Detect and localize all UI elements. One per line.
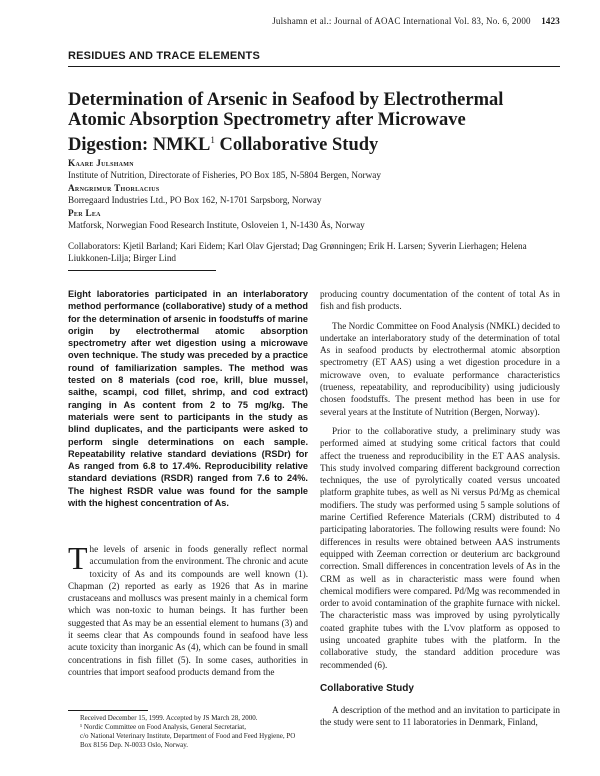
- page-number: 1423: [541, 16, 560, 26]
- paragraph: A description of the method and an invitation to participate in the study were sent to 11 laboratories in Denmark, Finland,: [320, 704, 560, 728]
- running-head: [272, 16, 560, 26]
- section-rule: [68, 66, 560, 67]
- introduction: [68, 540, 308, 678]
- author-name: Arngrimur Thorlacius: [68, 182, 160, 193]
- dropcap: T: [68, 540, 88, 576]
- paragraph: The Nordic Committee on Food Analysis (NMKL) decided to undertake an interlaboratory study of the determination of total As in seafood products by electrothermal atomic absorption spectrometry (ET AAS) using a wet digestion procedure in a microwave oven, to evaluate performance characteristics (trueness, repeatability, and reproducibility) using judiciously chosen foodstuffs. The present method has been in use for several years at the Institute of Nutrition (Bergen, Norway).: [320, 320, 560, 417]
- collaborators: Collaborators: Kjetil Barland; Kari Eidem; Karl Olav Gjerstad; Dag Grønningen; Erik H. Larsen; Syverin Lierhagen; Helena Liukkonen-Lilja; Birger Lind: [68, 241, 527, 264]
- author-affiliation: Borregaard Industries Ltd., PO Box 162, N-1701 Sarpsborg, Norway: [68, 195, 322, 206]
- section-heading: Collaborative Study: [320, 682, 414, 694]
- left-column: [68, 288, 308, 509]
- author-name: Kaare Julshamn: [68, 158, 134, 168]
- section-label: RESIDUES AND TRACE ELEMENTS: [68, 50, 261, 62]
- title-tail: Collaborative Study: [219, 135, 379, 156]
- author-name: Per Lea: [68, 207, 101, 218]
- footnote-1: ¹ Nordic Committee on Food Analysis, General Secretariat,: [80, 723, 246, 731]
- paragraph: Prior to the collaborative study, a preliminary study was performed aimed at studying some critical factors that could affect the trueness and reproducibility in the ET AAS analysis. This study involved comparing different background correction techniques, the use of pyrolytically coated versus uncoated platform graphite tubes, as well as Ni versus Pd/Mg as chemical modifiers. The study was performed using 5 sample solutions of marine Certified Reference Materials (CRM) distributed to 4 participating laboratories. The following results were found: No differences in results were obtained between AAS instruments equipped with Zeeman correction or deuterium arc background correction. Small differences in concentration levels of As in the CRM as well as in characteristic mass were found when chemical modifiers were compared. Pd/Mg was recommended in order to avoid contamination of the graphite furnace with nickel. The characteristic mass was improved by using pyrolytically coated graphite tubes with the L'vov platform as opposed to using uncoated graphite tubes with the platform. In the collaborative study, the standard addition procedure was recommended (6).: [320, 425, 560, 670]
- right-column: [320, 288, 560, 729]
- running-head-text: Julshamn et al.: Journal of AOAC International Vol. 83, No. 6, 2000: [272, 16, 531, 26]
- author-affiliation: Institute of Nutrition, Directorate of Fisheries, PO Box 185, N-5804 Bergen, Norway: [68, 170, 381, 181]
- paragraph: producing country documentation of the content of total As in fish and fish products.: [320, 289, 560, 312]
- title-footnote-mark: 1: [210, 135, 215, 145]
- abstract: Eight laboratories participated in an interlaboratory method performance (collaborative) study of a method for the determination of arsenic in foodstuffs of marine origin by electrothermal atomic absorption spectrometry after wet digestion using a microwave oven technique. The study was preceded by a practice round of familiarization samples. The method was tested on 8 materials (cod roe, krill, blue mussel, saithe, scampi, cod fillet, shrimp, and cod extract) ranging in As content from 2 to 75 mg/kg. The materials were sent to participants in the study as blind duplicates, and the participants were asked to perform single determinations on each sample. Repeatability relative standard deviations (RSDr) for As ranged from 6.8 to 17.4%. Reproducibility relative standard deviations (RSDR) ranged from 7.6 to 24%. The highest RSDR value was found for the sample with the highest concentration of As.: [68, 289, 308, 509]
- title-main: Determination of Arsenic in Seafood by Electrothermal Atomic Absorption Spectrometry after Microwave Digestion: NMKL: [68, 90, 504, 156]
- author-affiliation: Matforsk, Norwegian Food Research Institute, Osloveien 1, N-1430 Ås, Norway: [68, 220, 365, 231]
- footnote-rule: [68, 710, 148, 711]
- article-title: [68, 90, 538, 155]
- intro-paragraph: he levels of arsenic in foods generally reflect normal accumulation from the environment. The chronic and acute toxicity of As and its compounds are well known (1). Chapman (2) reported as early as 1926 that As in marine crustaceans and molluscs was present mainly in a chemical form which was non-toxic to human beings. It has further been suggested that As may be an essential element to humans (3) and it seems clear that As compounds found in seafood have less acute toxicity than inorganic As (4), which can be found in small concentrations in fish fillet (5). In some cases, authorities in countries that import seafood products demand from the: [68, 544, 308, 677]
- footnote-received: Received December 15, 1999. Accepted by JS March 28, 2000.: [80, 714, 258, 722]
- footnote-address: c/o National Veterinary Institute, Department of Food and Feed Hygiene, PO Box 8156 Dep. N-0033 Oslo, Norway.: [80, 732, 296, 749]
- abstract-rule: [68, 270, 216, 271]
- footnotes: [80, 714, 306, 750]
- author-block: [68, 157, 558, 231]
